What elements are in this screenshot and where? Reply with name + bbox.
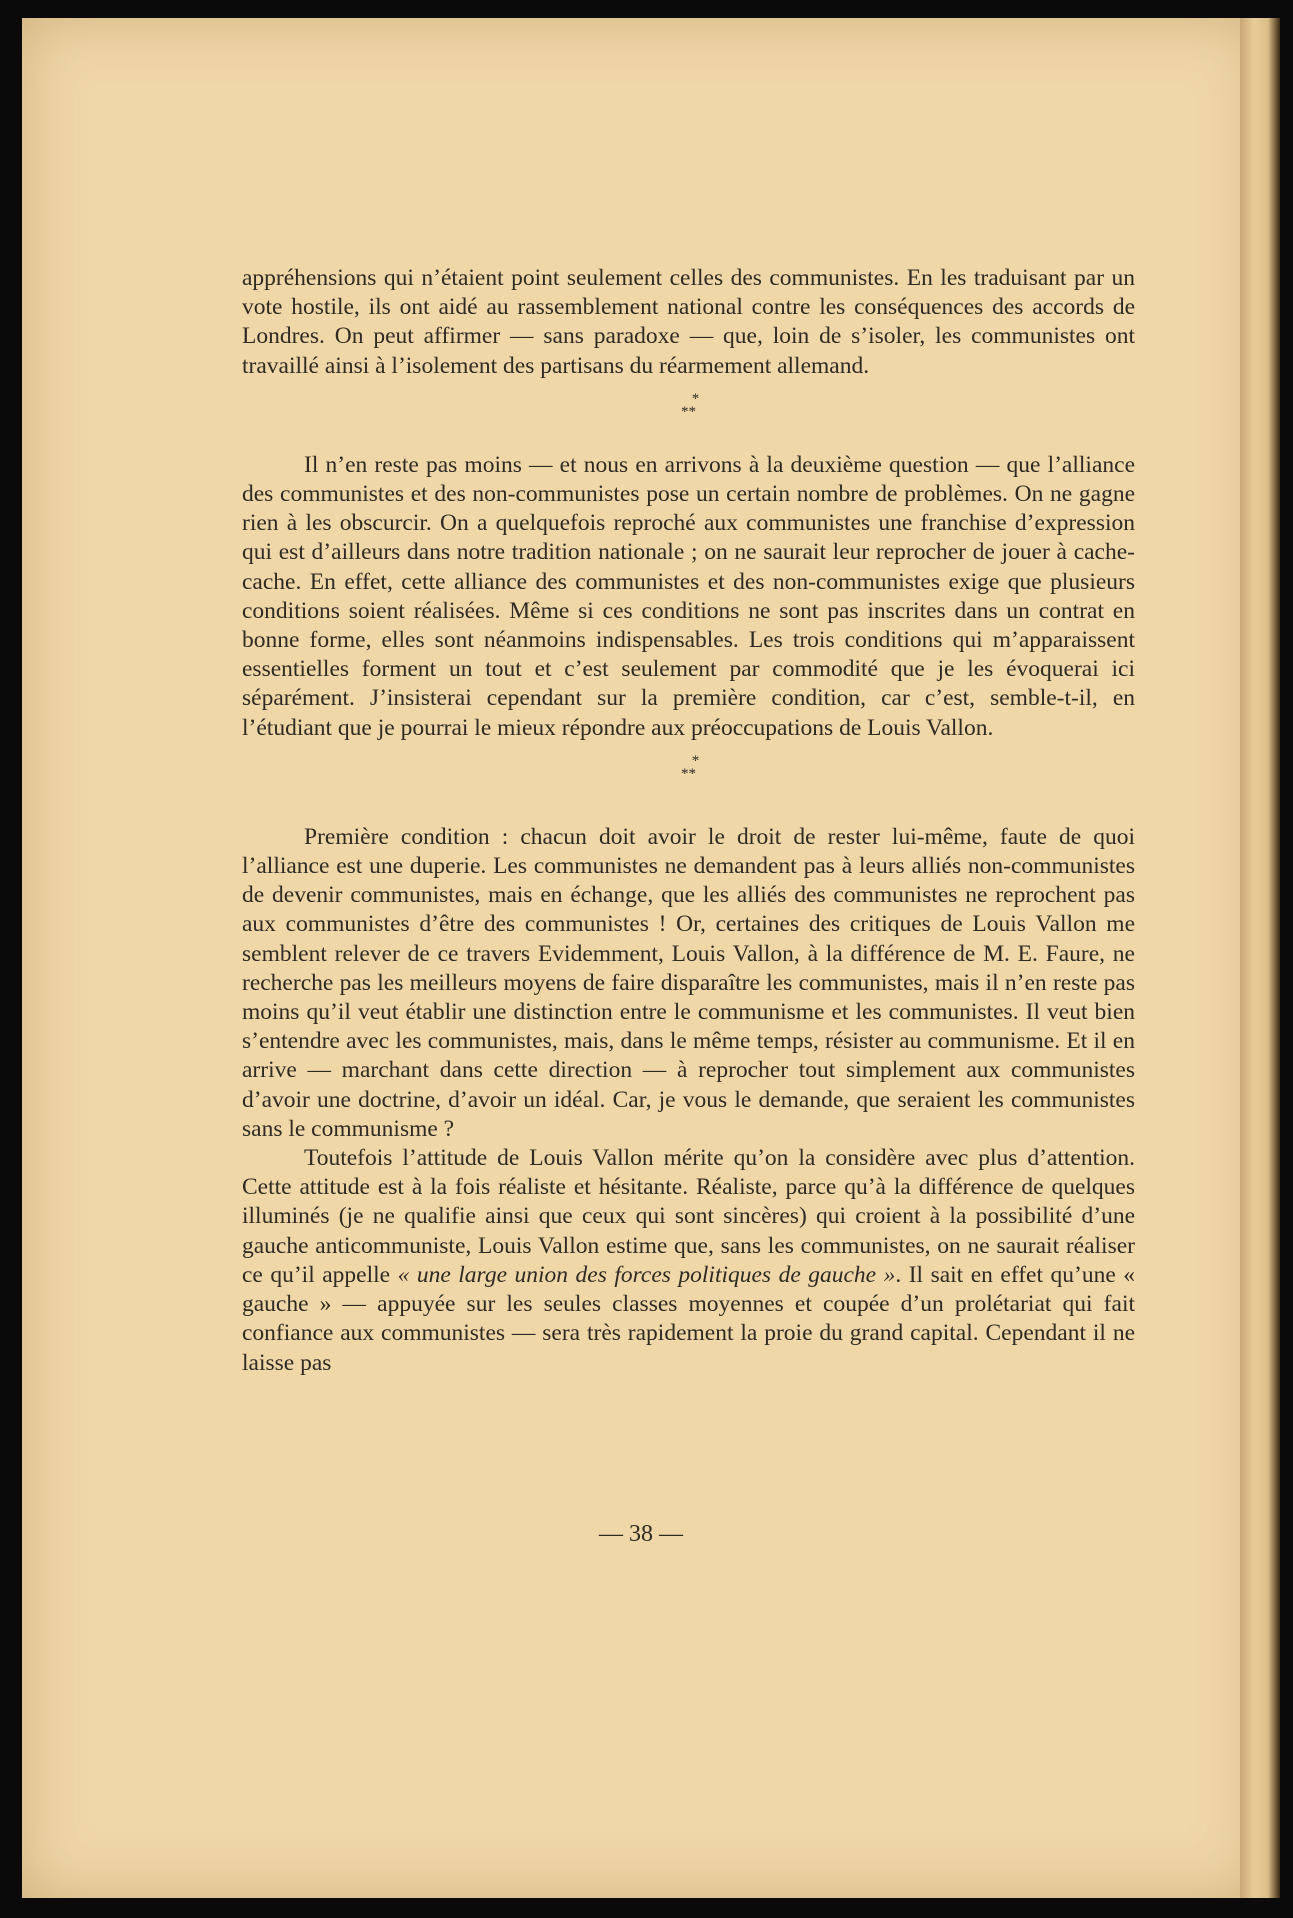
section-separator [242,381,1135,429]
paragraph: Première condition : chacun doit avoir le droit de rester lui-même, faute de quoi l’alliance est une duperie. Les communistes ne demandent pas à leurs alliés non-communistes de devenir communistes, mais en échange, que les alliés des communistes ne reprochent pas aux communistes d’être des communistes ! Or, certaines des critiques de Louis Vallon me semblent relever de ce travers Evidemment, Louis Vallon, à la différence de M. E. Faure, ne recherche pas les meilleurs moyens de faire disparaître les communistes, mais il n’en reste pas moins qu’il veut établir une distinction entre le communisme et les communistes. Il veut bien s’entendre avec les communistes, mais, dans le même temps, résister au communisme. Et il en arrive — marchant dans cette direction — à reprocher tout simplement aux communistes d’avoir une doctrine, d’avoir un idéal. Car, je vous le demande, que seraient les communistes sans le communisme ? [242,823,1135,1142]
separator-stars-bottom: ** [681,765,696,782]
page-text [242,264,1135,1378]
paragraph: Il n’en reste pas moins — et nous en arrivons à la deuxième question — que l’alliance des communistes et des non-communistes pose un certain nombre de problèmes. On ne gagne rien à les obscurcir. On a quelquefois reproché aux communistes une franchise d’expression qui est d’ailleurs dans notre tradition nationale ; on ne saurait leur reprocher de jouer à cache-cache. En effet, cette alliance des communistes et des non-communistes exige que plusieurs conditions soient réalisées. Même si ces conditions ne sont pas inscrites dans un contrat en bonne forme, elles sont néanmoins indispensables. Les trois conditions qui m’apparaissent essentielles forment un tout et c’est seulement par commodité que je les évoquerai ici séparément. J’insisterai cependant sur la première condition, car c’est, semble-t-il, en l’étudiant que je pourrai le mieux répondre aux préoccupations de Louis Vallon. [242,451,1135,741]
separator-stars-bottom: ** [681,403,696,420]
paragraph [242,1144,1135,1378]
page-number: — 38 — [599,1521,683,1547]
paragraph-text: Toutefois l’attitude de Louis Vallon mérite qu’on la considère avec plus d’attention. Cette attitude est à la fois réaliste et hésitante. Réaliste, parce qu’à la différence de quelques illuminés (je ne qualifie ainsi que ceux qui sont sincères) qui croient à la possibilité d’une gauche anticommuniste, Louis Vallon estime que, sans les communistes, on ne saurait réaliser ce qu’il appelle [242,1145,1135,1288]
separator-star-top: * [691,390,700,407]
separator-star-top: * [691,752,700,769]
italic-quote: « une large union des forces politiques de gauche » [397,1261,896,1288]
section-separator [242,743,1135,791]
paragraph-text: . Il sait en effet qu’une « gauche » — appuyée sur les seules classes moyennes et coupée d’un prolétariat qui fait confiance aux communistes — sera très rapidement la proie du grand capital. Cependant il ne laisse pas [242,1261,1135,1376]
paragraph: appréhensions qui n’étaient point seulement celles des communistes. En les traduisant par un vote hostile, ils ont aidé au rassemblement national contre les conséquences des accords de Londres. On peut affirmer — sans paradoxe — que, loin de s’isoler, les communistes ont travaillé ainsi à l’isolement des partisans du réarmement allemand. [242,265,1135,379]
book-page [22,18,1260,1898]
book-spine [1240,18,1280,1898]
